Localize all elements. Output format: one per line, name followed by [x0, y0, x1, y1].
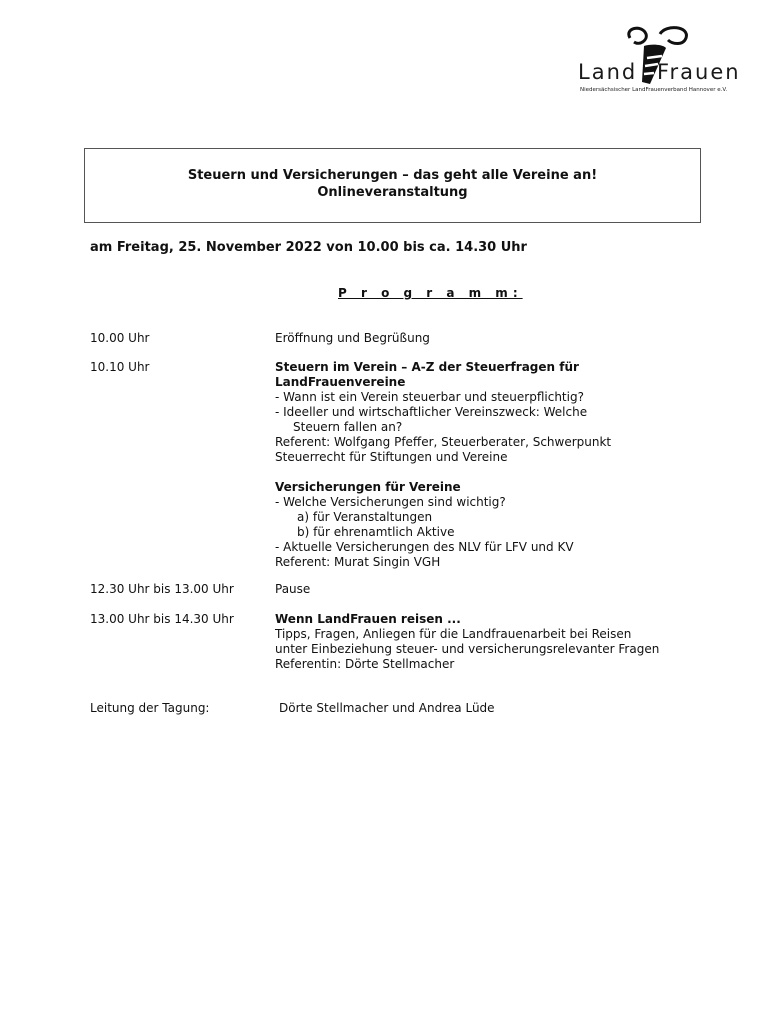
agenda-referent: Referentin: Dörte Stellmacher: [275, 657, 455, 671]
agenda-bullet: - Aktuelle Versicherungen des NLV für LFV und KV: [275, 540, 574, 554]
agenda-heading: LandFrauenvereine: [275, 375, 406, 389]
agenda-block-travel: [275, 612, 735, 672]
title-line-2: Onlineveranstaltung: [317, 185, 468, 200]
agenda-heading: Steuern im Verein – A-Z der Steuerfragen für: [275, 360, 579, 374]
agenda-line: unter Einbeziehung steuer- und versicherungsrelevanter Fragen: [275, 642, 660, 656]
agenda-referent: Referent: Wolfgang Pfeffer, Steuerberater, Schwerpunkt: [275, 435, 612, 449]
program-heading: P r o g r a m m:: [338, 286, 523, 300]
logo-subtitle: Niedersächsischer LandFrauenverband Hannover e.V.: [580, 87, 728, 93]
title-box: [84, 148, 701, 223]
agenda-heading: Versicherungen für Vereine: [275, 480, 461, 494]
agenda-referent: Steuerrecht für Stiftungen und Vereine: [275, 450, 508, 464]
agenda-heading: Wenn LandFrauen reisen ...: [275, 612, 461, 626]
agenda-bullet: - Wann ist ein Verein steuerbar und steuerpflichtig?: [275, 390, 584, 404]
leitung-label: Leitung der Tagung:: [90, 701, 210, 715]
logo-word-frauen: Frauen: [657, 60, 741, 84]
agenda-text: Pause: [275, 582, 311, 596]
agenda-text: Eröffnung und Begrüßung: [275, 331, 430, 345]
agenda-time: 10.00 Uhr: [90, 331, 150, 345]
agenda-bullet: - Welche Versicherungen sind wichtig?: [275, 495, 506, 509]
event-date: am Freitag, 25. November 2022 von 10.00 bis ca. 14.30 Uhr: [90, 240, 527, 255]
agenda-subitem: b) für ehrenamtlich Aktive: [297, 525, 455, 539]
agenda-time: 13.00 Uhr bis 14.30 Uhr: [90, 612, 234, 626]
agenda-block-tax: [275, 360, 735, 570]
agenda-subitem: a) für Veranstaltungen: [297, 510, 433, 524]
leitung-value: Dörte Stellmacher und Andrea Lüde: [279, 701, 495, 715]
agenda-time: 12.30 Uhr bis 13.00 Uhr: [90, 582, 234, 596]
logo-word-land: Land: [578, 60, 638, 84]
agenda-referent: Referent: Murat Singin VGH: [275, 555, 441, 569]
agenda-line: Tipps, Fragen, Anliegen für die Landfrauenarbeit bei Reisen: [275, 627, 632, 641]
agenda-bullet: - Ideeller und wirtschaftlicher Vereinszweck: Welche: [275, 405, 588, 419]
landfrauen-logo: [578, 24, 756, 100]
agenda-bullet-cont: Steuern fallen an?: [293, 420, 403, 434]
agenda-time: 10.10 Uhr: [90, 360, 150, 374]
title-line-1: Steuern und Versicherungen – das geht alle Vereine an!: [187, 168, 598, 183]
